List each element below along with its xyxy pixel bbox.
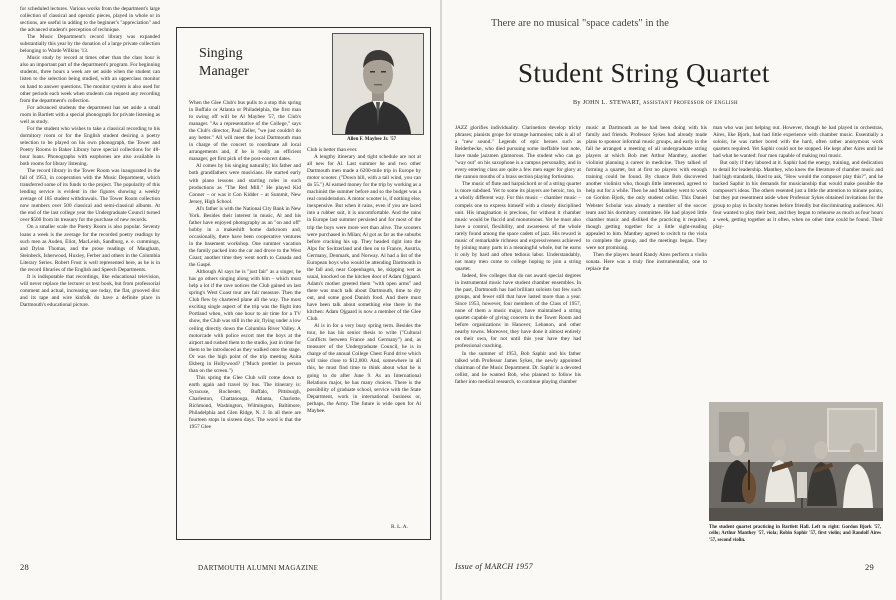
paragraph: For the student who wishes to take a classical recording to his dormitory room or for the English student desiring a poetry selection to be played on his own phonograph, the Tower and Poetry Rooms in Baker Library have special collections for 48-hour loans. Phonographs with earphones are also available in both rooms for library listening.: [20, 125, 160, 168]
quartet-photo-caption: The student quartet practicing in Bartlett Hall. Left to right: Gordon Bjork '57, cello; Arthur Manthey '57, viola; Robin Saphir '57, first violin; and Randolf Aires '57, second violin.: [709, 525, 881, 543]
paragraph: Club is better than ever.: [307, 147, 358, 153]
paragraph: The record library in the Tower Room was inaugurated in the fall of 1953, in cooperation with the Music Department, which transferred some of its funds to the project. The popularity of this lending service is evident in the figures showing a weekly average of 185 student withdrawals. The Tower Room collection now numbers over 500 classical and semi-classical albums. At the end of the last college year the Undergraduate Council turned over $500 from its treasury for the purchase of new records.: [20, 168, 160, 224]
paragraph: A lengthy itinerary and tight schedule are not at all new for Al. Last summer he and two other Dartmouth men made a 6200-mile trip in Europe by motor scooter. ("Down hill, with a tail wind, you can do 55.") Al earned money for the trip by working as a machinist the summer before and so the budget was a real consideration. A motor scooter is, if nothing else, inexpensive. But when it rains, even if you are laced into a rubber suit, it is uncomfortable. And the rains in Europe last summer persisted and for most of the trip the boys were more wet than alive. The scooters were purchased in Milan; Al got as far as the suburbs before cracking his up. They headed right into the Alps for Switzerland and then on to France, Austria, Germany, Denmark, and Norway. Al had a list of the European boys who would be attending Dartmouth in the fall and, near Copenhagen, he, skipping wet as usual, knocked on the kitchen door of Adam Ojgaard. Adam's mother greeted them "with open arms" and there was much talk about Dartmouth, time to dry out, and some good Danish food. And there must have been talk about something else there in the kitchen: Adam Ojgaard is now a member of the Glee Club.: [307, 154, 421, 323]
portrait-image: [333, 34, 423, 134]
magazine-name: DARTMOUTH ALUMNI MAGAZINE: [198, 564, 319, 572]
quartet-article-column-2: [586, 125, 707, 555]
byline-name: JOHN L. STEWART,: [582, 99, 641, 106]
byline-title: ASSISTANT PROFESSOR OF ENGLISH: [642, 101, 738, 106]
paragraph: Al comes by his singing naturally; his father and both grandfathers were musicians. He started early with piano lessons and starring roles in such productions as "The Red Mill." He played Kid Conner – or was it Con Kidder – at Summit, New Jersey, High School.: [189, 163, 301, 205]
paragraph: man who was just helping out. However, though he had played in orchestras, Aires, like Bjork, had had little experience with chamber music. Essentially a soloist, he was rather bored with the hard, often rather anonymous work quartets required. Yet Saphir could not be stopped. He kept after Aires until he had what he wanted: four men capable of making real music.: [713, 125, 883, 160]
paragraph: music at Dartmouth as he had been doing with his family and friends. Professor Sykes had already made plans to sponsor informal music groups, and early in the fall he arranged a meeting of all undergraduate string players at which Bob met Arthur Manthey, another violinist planning a career in medicine. They talked of forming a quartet, but at first no players with enough training could be found. By chance Bob discovered another violinist who, though little interested, agreed to help out for a while. Then he and Manthey went to work on Gordon Bjork, the only student cellist. This Daniel Webster Scholar was already a member of the soccer team and his dormitory committee. He had played little chamber music and disliked the practicing it required, though getting together for a little sight-reading appealed to him. Manthey agreed to switch to the viola to complete the group, and the meetings began. They were not promising.: [586, 125, 707, 251]
box-column-a: [189, 100, 301, 532]
paragraph: The Music Department's record library was expanded substantially this year by the donation of a large private collection belonging to Warde Wilkins '13.: [20, 34, 160, 55]
paragraph: For advanced students the department has set aside a small room in Bartlett with a special phonograph for private listening as well as study.: [20, 104, 160, 125]
paragraph: for scheduled lectures. Various works from the department's large collection of classical and operatic pieces, played in whole or in sections, are useful in adding to the beginner's "appreciation" and the advanced student's perception of technique.: [20, 6, 160, 34]
paragraph: Al's father is with the National City Bank in New York. Besides their interest in music, Al and his father have enjoyed photography as an "on and off" hobby in a makeshift home darkroom and, occasionally, there have been cooperative ventures in the basement workshop. One summer vacation the family packed into the car and drove to the West Coast; another time they went north to Canada and the Gaspé.: [189, 205, 301, 269]
page-number-right: 29: [865, 562, 875, 572]
paragraph: JAZZ glorifies individuality. Clarinetists develop tricky phrases; pianists grope for strange harmonies; talk is all of a "new sound." Legends of epic heroes such as Beiderbecke, who died pursuing some ineffable lost note, have made jazzmen glamorous. The student who can go "way out" on his saxophone is a campus personality, and in every entering class are quite a few men eager for glory at the cannon mouths of a brass section playing fortissimo.: [455, 125, 581, 181]
paragraph: Then the players heard Randy Aires perform a violin sonata. Here was a truly fine instrumentalist, one to replace the: [586, 251, 707, 272]
quartet-article-column-1: [455, 125, 581, 555]
paragraph: Although Al says he is "just fair" as a singer, he has go others singing along with him – which must help a lot if the rave notices the Club gained on last spring's West Coast tour are fair measure. Then the Club flew by chartered plane all the way. The most exciting single aspect of the trip was the flight into Portland when, with one hour to air time for a TV show, the Club was still in the air, flying under a low ceiling directly down the Columbia River Valley. A motorcade with police escort met the boys at the airport and rushed them to the studio, just in time for them to be introduced as they walked onto the stage. Or was the high point of the trip meeting Anita Ekberg in Hollywood? ("Much prettier in person than on the screen."): [189, 269, 301, 374]
article-headline: Student String Quartet: [518, 58, 770, 88]
paragraph: On a smaller scale the Poetry Room is also popular. Seventy loans a week is the average for the recorded poetry readings by such men as Auden, Eliot, MacLeish, Sandburg, e. e. cummings, and Dylan Thomas, and the prose readings of Maugham, Steinbeck, Isherwood, Huxley, Ferber and others in the Columbia Literary Series. Robert Frost is well represented here, as he is in the record libraries of the English and Speech Departments.: [20, 224, 160, 273]
paragraph: When the Glee Club's bus pulls to a stop this spring in Buffalo or Atlanta or Philadelphia, the first man to swing off will be Al Maybee '57, the Club's manager. "As a representative of the College," says the Club's director, Paul Zeller, "we just couldn't do any better." All will meet the local Dartmouth man in charge of the concert to coordinate all local arrangements and, if he is really an efficient manager, get first pick of the post-concert dates.: [189, 100, 301, 163]
paragraph: The music of flute and harpsichord or of a string quartet is more subdued. Yet to some its players are heroic, too, in a wholly different way. For this music – chamber music – compels one to express himself with a closely disciplined unit. His imagination is precious, for without it chamber music would be flaccid and monotonous. Yet he must also have a control, flexibility, and awareness of the whole rarely found among the space cadets of jazz. His reward is music of remarkable richness and expressiveness achieved by joining many parts in a meaningful whole, but he earns it only by hard and often tedious labor. Understandably, not many men come to college hoping to join a string quartet.: [455, 181, 581, 272]
box-title-line1: Singing: [199, 46, 243, 61]
paragraph: Al is in for a very busy spring term. Besides the tour, he has his senior thesis to write ("Cultural Conflicts between France and Germany") and, as treasurer of the Undergraduate Council, he is in charge of the annual College Chest Fund drive which will raise close to $12,000. And, somewhere in all this, he must find time to think about what he is going to do after June 9. As an International Relations major, he has many choices. There is the possibility of graduate school, service with the State Department, work in international business or, perhaps, the Army. The future is wide open for Al Maybee.: [307, 323, 421, 414]
library-article-column: [20, 6, 160, 552]
quartet-photo: [709, 402, 883, 521]
paragraph: But only if they labored at it. Saphir had the energy, training, and dedication to detail for leadership. Manthey, who knew the literature of chamber music and had high standards, liked to ask, "How would the composer play this?", and he backed Saphir in his demands for musicianship that would make possible the composer's ideas. The others resented just a little the attention to minute points, but they put resentment aside when Professor Sykes obtained invitations for the group to play in faculty homes before friendly but discriminating audiences. All four wanted to play their best, and they began to rehearse as much as four hours a week, getting together as it often, when no other time could be found. Their play-: [713, 160, 883, 230]
byline-prefix: By: [573, 99, 581, 106]
box-title-line2: Manager: [199, 64, 249, 79]
box-signature: R. L. A.: [391, 524, 408, 530]
issue-date: Issue of MARCH 1957: [455, 562, 533, 571]
paragraph: This spring the Glee Club will come down to earth again and travel by bus. The itinerary is: Syracuse, Rochester, Buffalo, Pittsburgh, Charleston, Chattanooga, Atlanta, Charlotte, Richmond, Washington, Wilmington, Baltimore, Philadelphia and Glen Ridge, N. J. In all there are fourteen stops in sixteen days. The word is that the 1957 Glee: [189, 374, 301, 431]
box-title: [199, 45, 249, 81]
article-byline: [573, 99, 738, 106]
right-page: [441, 0, 896, 600]
paragraph: Music study by record at times other than the class hour is also an important part of the department's program. For beginning students, three hours a week are set aside when the student can listen to the selection being studied, with an upperclass monitor on hand to answer questions. The monitor system is also used for other periods each week when students can request any recording from the department's collection.: [20, 55, 160, 104]
paragraph: In the summer of 1953, Bob Saphir and his father talked with Professor James Sykes, the newly appointed chairman of the Music Department. Dr. Saphir is a devoted cellist, and he wanted Bob, who planned to follow his father into medical research, to continue playing chamber: [455, 350, 581, 385]
left-page: [0, 0, 441, 600]
portrait-caption: Allen F. Maybee Jr. '57: [347, 137, 397, 142]
portrait-photo: [332, 33, 424, 135]
quartet-article-column-3: [713, 125, 883, 397]
quartet-image: [709, 402, 883, 521]
page-number-left: 28: [20, 562, 30, 572]
paragraph: It is indisputable that recordings, like educational television, will never replace the lecturer or text book, but from professorial comment and actual, increasing use today, the flat, grooved disc and its tape and wire kinfolk do have a definite place in Dartmouth's educational picture.: [20, 273, 160, 308]
paragraph: Indeed, few colleges that do not award special degrees in instrumental music have student chamber ensembles. In the past, Dartmouth has had brilliant soloists but few such groups, and fewer still that have lasted more than a year. Since 1953, however, four members of the Class of 1957, none of them a music major, have maintained a string quartet capable of giving concerts in the Tower Room and before organizations in Hanover, Lebanon, and other nearby towns. Moreover, they have done it almost entirely on their own, for not until this year have they had professional coaching.: [455, 272, 581, 350]
article-kicker: There are no musical "space cadets" in the: [491, 18, 669, 29]
singing-manager-box: [176, 27, 431, 540]
box-column-b: [307, 147, 421, 523]
